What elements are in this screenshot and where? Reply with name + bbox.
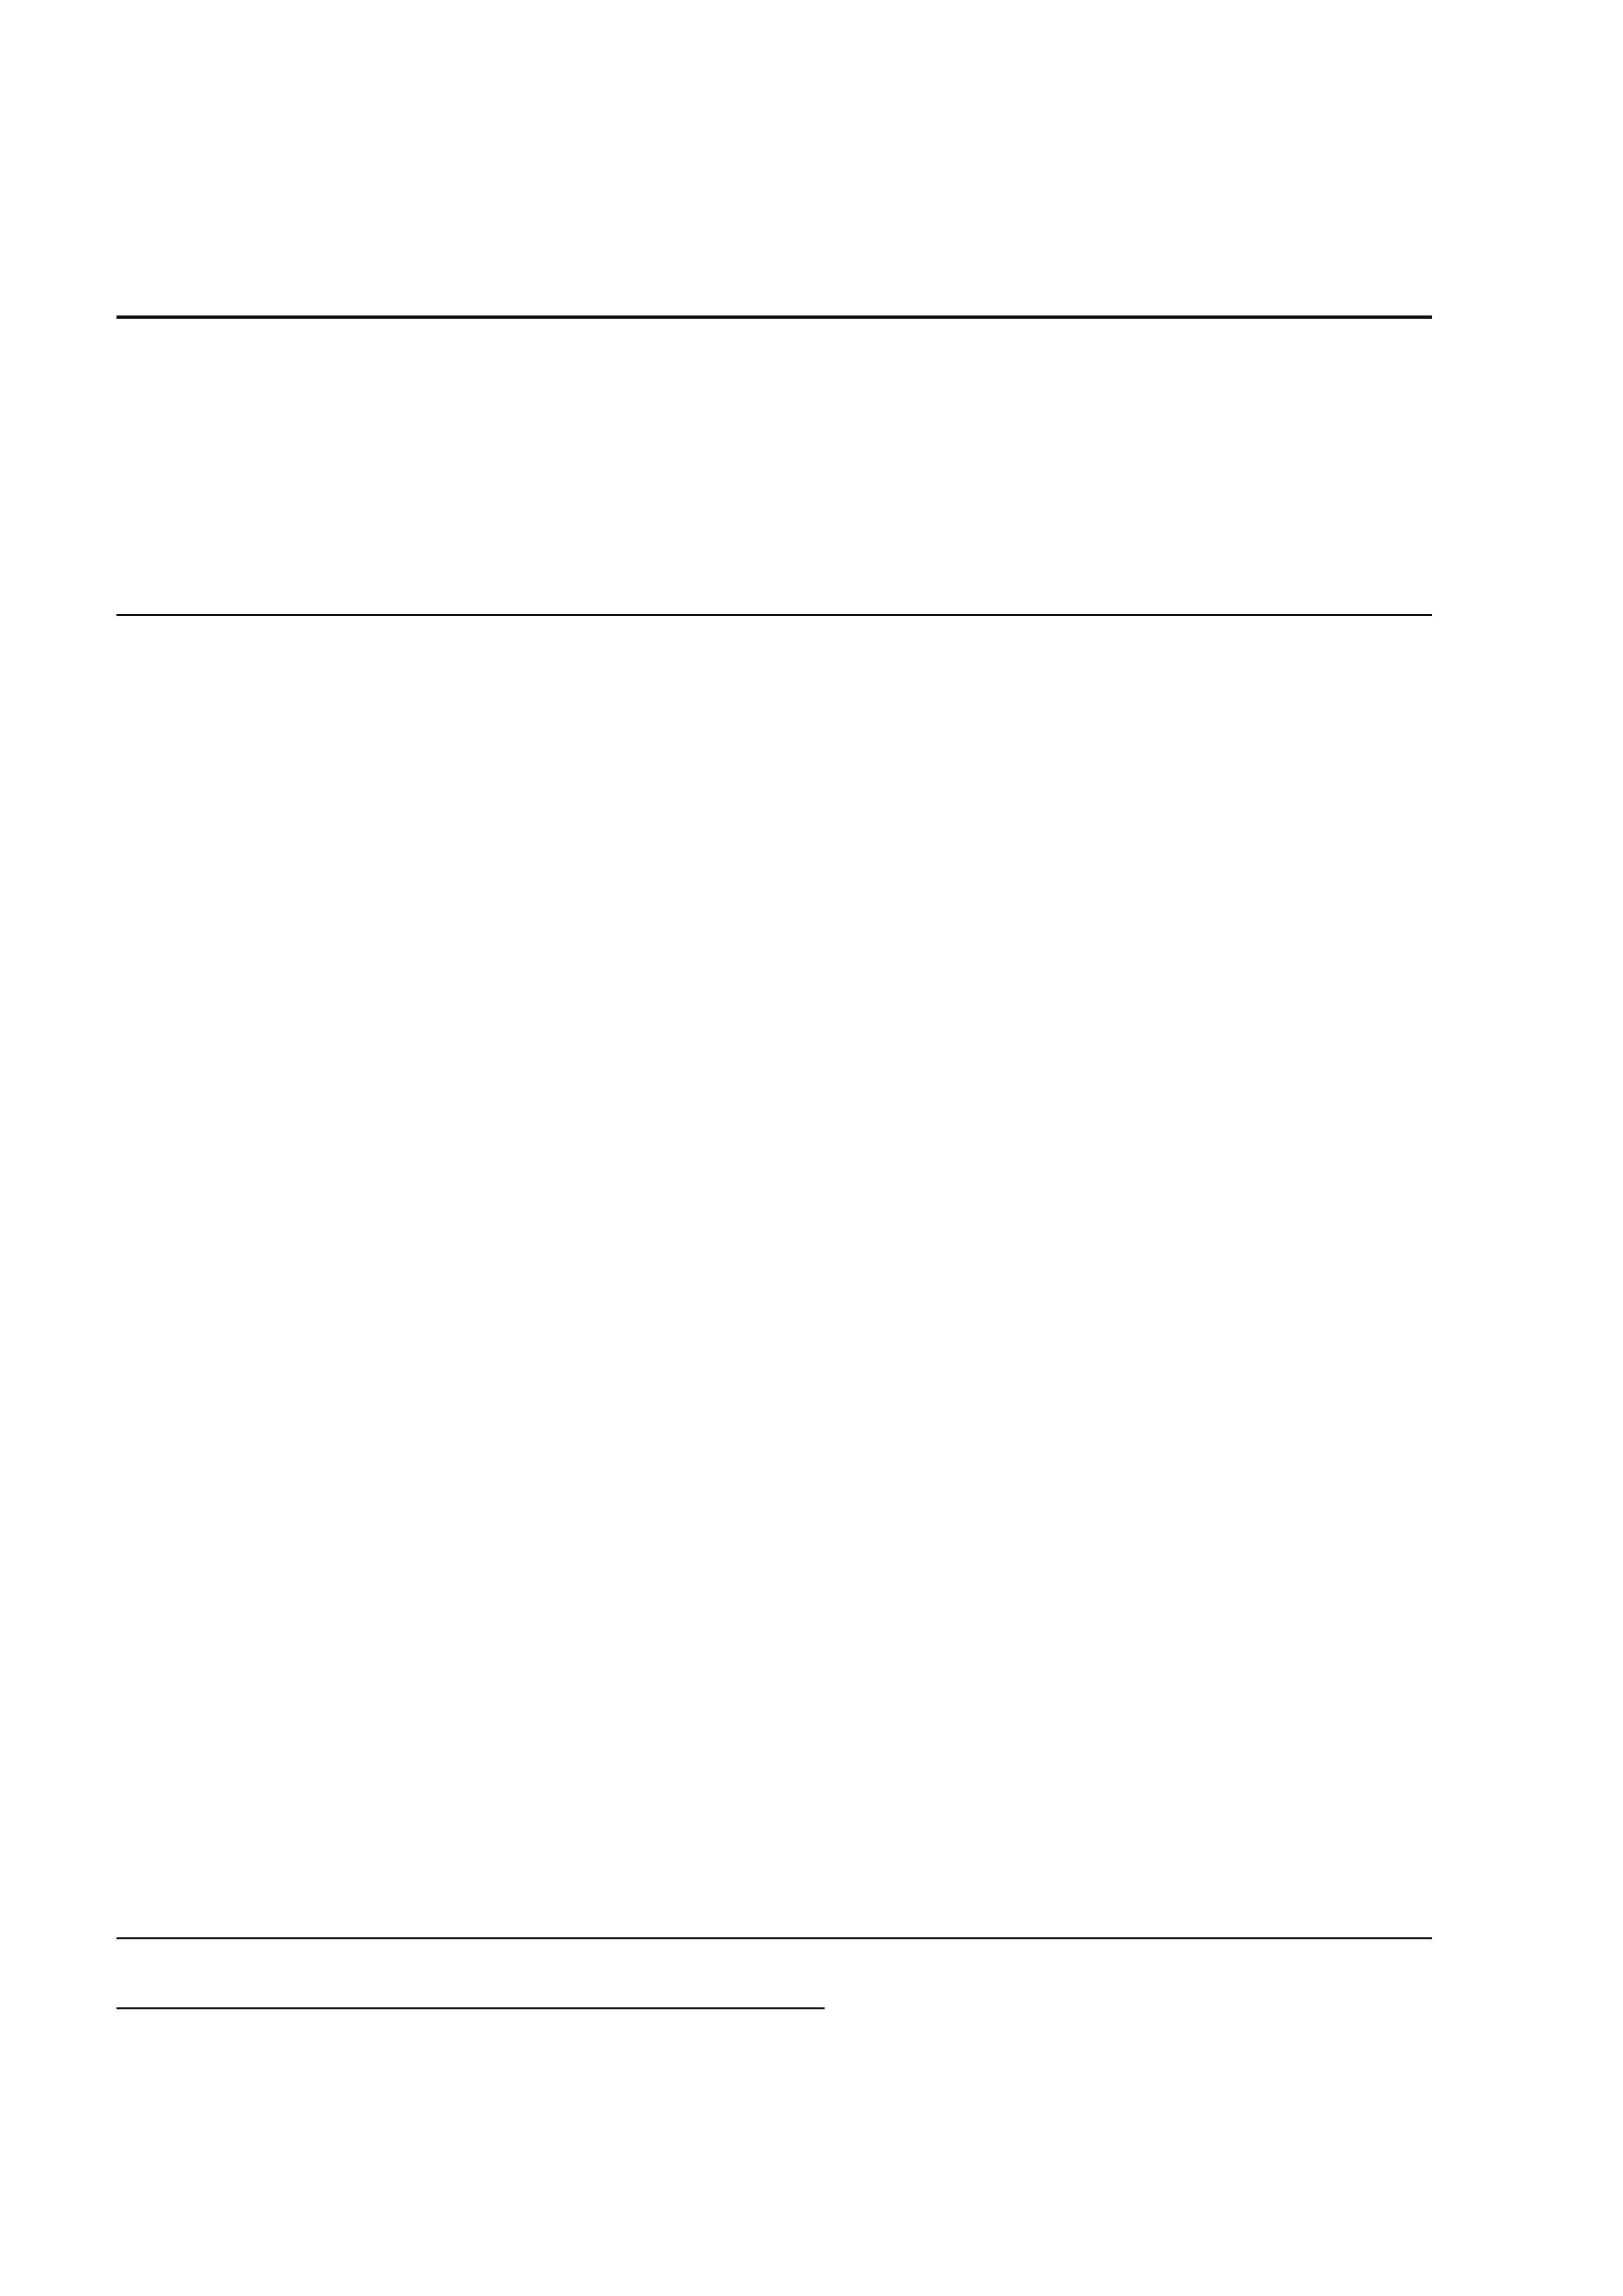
footer-rule: [116, 1937, 1432, 1939]
title-rule: [116, 614, 1432, 616]
footnote-rule: [116, 2007, 825, 2009]
header-rule: [116, 315, 1432, 319]
